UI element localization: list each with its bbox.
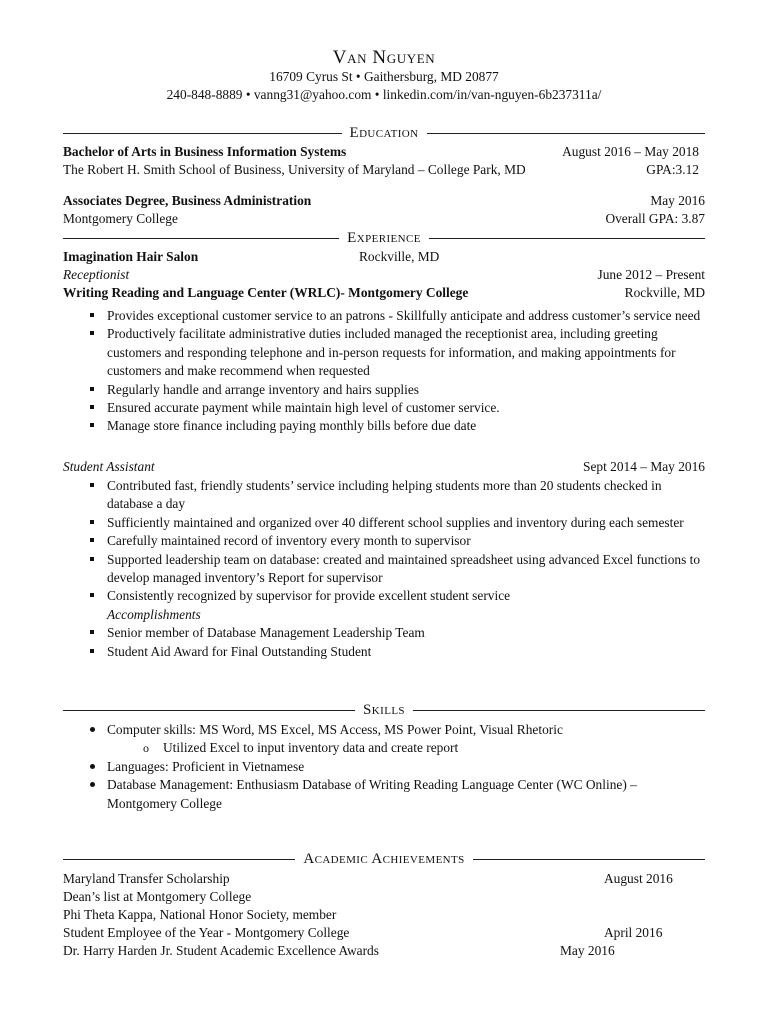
degree-1-dates: August 2016 – May 2018 xyxy=(562,144,699,159)
education-entry-2-header xyxy=(63,192,705,210)
degree-2-dates: May 2016 xyxy=(650,193,705,208)
experience-bullets-1 xyxy=(63,307,705,436)
list-item: Carefully maintained record of inventory every month to supervisor xyxy=(63,532,705,550)
achievement-row xyxy=(63,924,705,942)
achievement-text: Dean’s list at Montgomery College xyxy=(63,889,252,904)
list-item: Supported leadership team on database: created and maintained spreadsheet using advanced Excel functions to develop managed inventory’s Report for supervisor xyxy=(63,551,705,588)
experience-title: Experience xyxy=(347,229,421,246)
list-item: Senior member of Database Management Leadership Team xyxy=(63,624,705,642)
employer-1-row xyxy=(63,248,705,266)
achievement-row xyxy=(63,870,705,888)
list-item: Regularly handle and arrange inventory and hairs supplies xyxy=(63,381,705,399)
employer-2-location: Rockville, MD xyxy=(624,285,705,300)
role-1: Receptionist xyxy=(63,267,130,282)
list-item: Ensured accurate payment while maintain high level of customer service. xyxy=(63,399,705,417)
achievement-date: April 2016 xyxy=(604,925,663,940)
achievement-text: Maryland Transfer Scholarship xyxy=(63,871,230,886)
heading-rule-left xyxy=(63,133,342,134)
achievement-row xyxy=(63,888,705,906)
accomplishments-label: Accomplishments xyxy=(107,606,201,622)
degree-2: Associates Degree, Business Administration xyxy=(63,193,312,208)
education-entry-1-school xyxy=(63,161,705,179)
role-2-row xyxy=(63,458,705,476)
heading-rule-left xyxy=(63,238,339,239)
role-1-dates: June 2012 – Present xyxy=(597,267,705,282)
degree-1: Bachelor of Arts in Business Information Systems xyxy=(63,144,347,159)
achievement-date: August 2016 xyxy=(604,871,673,886)
achievement-row xyxy=(63,906,705,924)
list-item: Student Aid Award for Final Outstanding Student xyxy=(63,643,705,661)
candidate-name: Van Nguyen xyxy=(332,47,436,68)
achievements-title: Academic Achievements xyxy=(303,850,465,867)
education-heading xyxy=(63,124,705,142)
list-item: Provides exceptional customer service to an patrons - Skillfully anticipate and address customer’s service need xyxy=(63,307,705,325)
contact-line: 240-848-8889 • vanng31@yahoo.com • linkedin.com/in/van-nguyen-6b237311a/ xyxy=(166,87,602,102)
achievement-row xyxy=(63,942,705,960)
school-1: The Robert H. Smith School of Business, University of Maryland – College Park, MD xyxy=(63,162,526,177)
list-item: Languages: Proficient in Vietnamese xyxy=(63,758,705,776)
employer-2-row xyxy=(63,284,705,302)
achievement-text: Student Employee of the Year - Montgomery College xyxy=(63,925,350,940)
achievement-text: Phi Theta Kappa, National Honor Society, member xyxy=(63,907,337,922)
role-2-dates: Sept 2014 – May 2016 xyxy=(583,459,705,474)
list-item: Consistently recognized by supervisor for provide excellent student service xyxy=(63,587,705,605)
skills-title: Skills xyxy=(363,701,405,718)
heading-rule-left xyxy=(63,710,355,711)
list-item: Sufficiently maintained and organized over 40 different school supplies and inventory during each semester xyxy=(63,514,705,532)
education-title: Education xyxy=(349,124,419,141)
role-2: Student Assistant xyxy=(63,459,155,474)
heading-rule-right xyxy=(427,133,706,134)
list-item: Computer skills: MS Word, MS Excel, MS Access, MS Power Point, Visual Rhetoric xyxy=(63,721,705,739)
education-entry-1-header xyxy=(63,143,705,161)
gpa-2: Overall GPA: 3.87 xyxy=(605,211,705,226)
list-item: Productively facilitate administrative duties included managed the receptionist area, including greeting customers and responding telephone and in-person requests for information, and making appointments for customers and make recommend when requested xyxy=(63,325,705,380)
experience-heading xyxy=(63,229,705,247)
skills-list xyxy=(63,721,705,813)
address-line: 16709 Cyrus St • Gaithersburg, MD 20877 xyxy=(269,69,499,84)
heading-rule-right xyxy=(473,859,705,860)
role-1-row xyxy=(63,266,705,284)
heading-rule-left xyxy=(63,859,295,860)
school-2: Montgomery College xyxy=(63,211,178,226)
list-item: Manage store finance including paying monthly bills before due date xyxy=(63,417,705,435)
heading-rule-right xyxy=(413,710,705,711)
employer-1: Imagination Hair Salon xyxy=(63,249,199,264)
achievement-text: Dr. Harry Harden Jr. Student Academic Excellence Awards xyxy=(63,943,379,958)
list-item: o Utilized Excel to input inventory data and create report xyxy=(63,739,705,757)
achievement-date: May 2016 xyxy=(560,943,615,958)
gpa-1: GPA:3.12 xyxy=(646,162,699,177)
employer-1-location: Rockville, MD xyxy=(359,249,440,264)
list-item: Database Management: Enthusiasm Database of Writing Reading Language Center (WC Online) – Montgomery College xyxy=(63,776,705,813)
education-entry-2-school xyxy=(63,210,705,228)
achievements-heading xyxy=(63,850,705,868)
skills-heading xyxy=(63,701,705,719)
experience-bullets-2 xyxy=(63,477,705,661)
employer-2: Writing Reading and Language Center (WRLC)- Montgomery College xyxy=(63,285,469,300)
list-item: Contributed fast, friendly students’ service including helping students more than 20 students checked in database a day xyxy=(63,477,705,514)
heading-rule-right xyxy=(429,238,705,239)
